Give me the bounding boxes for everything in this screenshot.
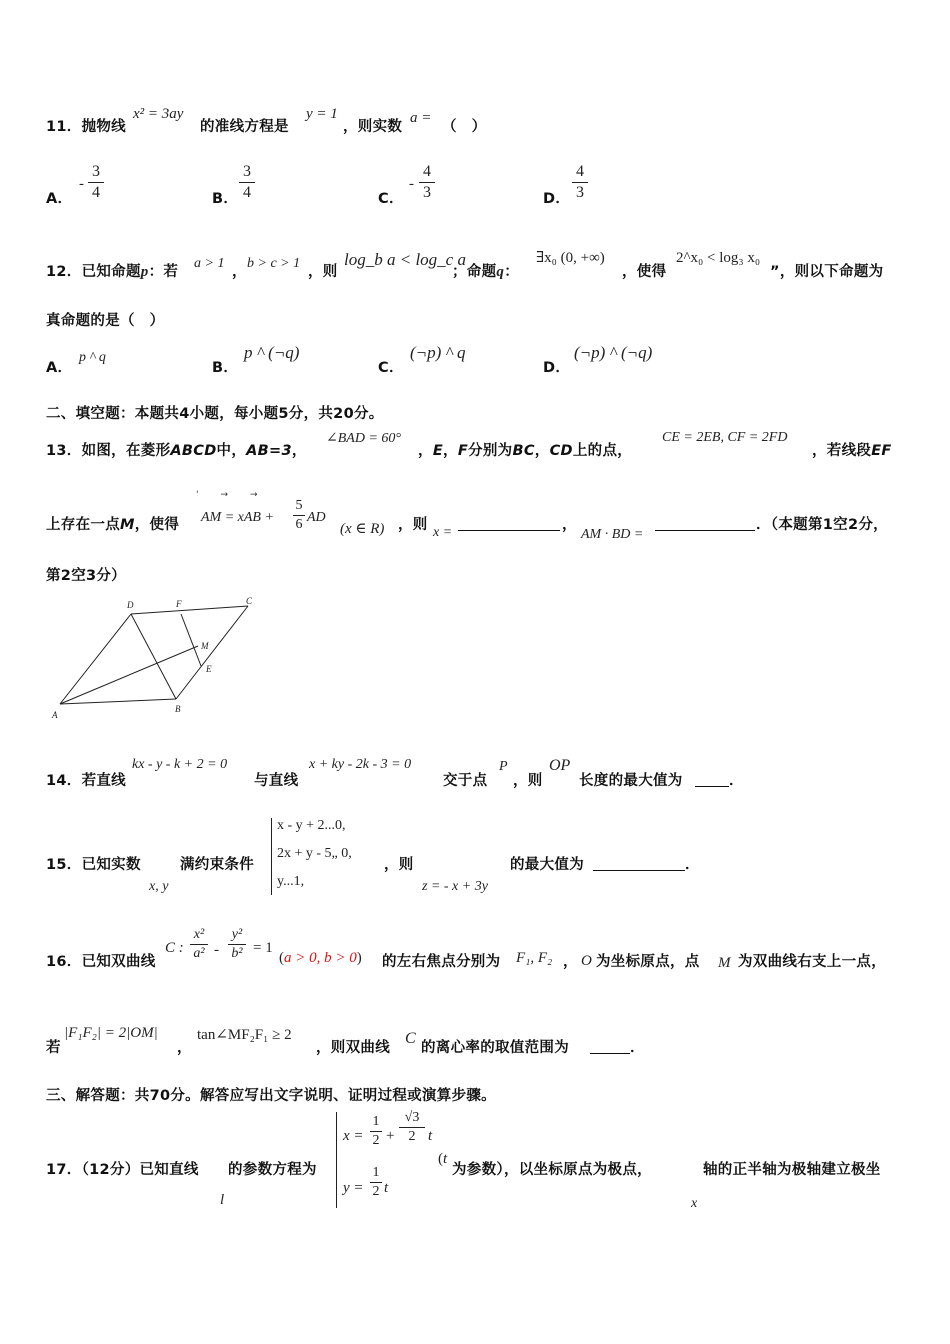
q16-text-1: 已知双曲线 [81,954,156,970]
q11-eq-parabola: x² = 3ay [133,106,184,122]
q16-number: 16． [46,954,82,970]
q13-vector-eq: AM = xAB + [201,510,274,525]
q13-line-2a [46,513,179,534]
q12-cond-a: a > 1 [194,256,225,271]
q12-option-a-expr: p ^ q [79,350,106,365]
q13-f: F [457,443,469,459]
q13-text-12: ，则 [398,517,428,533]
q17-text-1: （12分）已知直线 [81,1162,199,1178]
q12-q: q [496,264,505,280]
q11-option-d-fraction: 4 3 [572,163,588,202]
q13-text-10: 上存在一点 [46,517,120,533]
q14-text-4: ，则 [513,773,543,789]
q13-text-4: ， [418,443,433,459]
q13-dot-product: AM · BD = [581,527,644,542]
q14-text-6: ． [729,773,744,789]
side-da [60,614,131,704]
q14-line-1-eq: kx - y - k + 2 = 0 [132,757,228,772]
q12-exists: ∃x₀ (0, +∞) [536,250,605,266]
q14-line-a [46,769,126,790]
q16-text-2: 的左右焦点分别为 [382,954,501,970]
q13-number: 13． [46,443,82,459]
section-2-heading: 二、填空题：本题共4小题，每小题5分，共20分。 [46,406,384,422]
q14-text-5: 长度的最大值为 [579,773,683,789]
q17-y-half: 1 2 [370,1165,382,1200]
q12-option-d-expr: (¬p) ^ (¬q) [574,343,653,362]
q15-objective: z = - x + 3y [422,879,488,894]
q17-lparen: ( [438,1151,443,1167]
q13-condition: (x ∈ R) [340,521,385,537]
label-f: F [176,599,182,609]
q17-text-3: 为参数），以坐标原点为极点， [452,1162,652,1178]
q15-constraint-3: y...1, [277,874,305,889]
q17-x-t: t [428,1128,433,1144]
q14-op: OP [549,757,571,774]
q17-text-2: 的参数方程为 [228,1162,317,1178]
q13-ad: AD [307,510,326,525]
q17-plus: + [386,1128,395,1144]
q14-number: 14． [46,773,82,789]
q16-minus: - [214,942,219,958]
q15-text-4: 的最大值为 [510,857,584,873]
q12-option-a-label[interactable]: A． [46,360,73,376]
q13-x-eq: x = [433,525,453,540]
q11-option-b-label[interactable]: B． [212,191,239,207]
q17-line-a [46,1158,199,1179]
label-e: E [206,664,212,674]
q11-text-3: ，则实数 [343,119,403,135]
q11-option-a-sign: - [79,176,84,192]
q11-option-c-sign: - [409,176,414,192]
q13-text-1: 如图，在菱形 [81,443,171,459]
q13-line-1c [812,439,892,460]
q17-number: 17． [46,1162,82,1178]
q11-paren: （ ） [442,119,487,135]
rhombus-figure [48,594,268,722]
q14-text-1: 若直线 [81,773,126,789]
q13-text-9: ，若线段 [812,443,872,459]
q16-origin: O [581,953,592,969]
q16-curve-name: C : [165,940,184,956]
q13-blank-1[interactable] [458,529,560,531]
q16-text-8: ，则双曲线 [316,1040,390,1056]
q16-relation-2: tan∠MF₂F₁ ≥ 2 [197,1027,292,1043]
q17-brace [336,1112,337,1208]
q15-text-5: ． [685,857,700,873]
q16-line-a [46,950,156,971]
segment-ef [181,614,201,666]
q16-cond-text: a > 0, b > 0 [284,950,357,966]
side-cd [131,606,248,614]
q12-text-1: 已知命题 [81,264,141,280]
q16-eq-one: = 1 [253,940,273,956]
q13-line-3: 第2空3分） [46,568,126,584]
q12-text-3: ，则 [308,264,338,280]
label-c: C [246,596,253,606]
q17-x-half: 1 2 [370,1114,382,1149]
q11-option-c-label[interactable]: C． [378,191,404,207]
q12-ineq: 2^x₀ < log₃ x₀ [676,250,761,266]
q17-param-t: t [443,1151,448,1167]
q13-cd: CD [549,443,573,459]
q12-option-d-label[interactable]: D． [543,360,571,376]
q12-option-b-expr: p ^ (¬q) [244,343,300,362]
q15-line-a [46,853,141,874]
q16-text-3: ， [563,954,578,970]
q17-x-eq: x = [343,1128,364,1144]
label-d: D [127,600,134,610]
section-3-heading: 三、解答题：共70分。解答应写出文字说明、证明过程或演算步骤。 [46,1088,496,1104]
q13-text-7: ， [534,443,550,459]
q11-line [46,115,126,136]
q12-line-2: 真命题的是（ ） [46,313,165,329]
q13-fraction: 5 6 [293,498,305,533]
q11-option-c-fraction: 4 3 [419,163,435,202]
q16-text-5: 为双曲线右支上一点， [738,954,886,970]
q12-p: p [140,264,149,280]
q15-text-3: ，则 [384,857,414,873]
q17-text-4: 轴的正半轴为极轴建立极坐 [703,1162,881,1178]
q15-vars: x, y [149,879,169,894]
q16-lparen: ( [279,950,284,966]
q13-text-6: 分别为 [468,443,513,459]
diagonal-bd [131,614,176,699]
q17-sqrt3-fraction: √3 2 [399,1110,425,1145]
q12-comma: ， [232,264,247,280]
label-m: M [201,641,209,651]
q12-text-7: ”，则以下命题为 [770,264,884,280]
q13-line-1b [418,439,632,460]
q16-point-m: M [718,955,731,971]
q15-number: 15． [46,857,82,873]
q15-brace [271,818,272,895]
q16-x-fraction: x² a² [190,927,208,962]
q12-cond-log: log_b a < log_c a [344,250,466,269]
q11-eq-directrix: y = 1 [306,106,338,122]
q16-text-10: ． [630,1040,645,1056]
q13-text-8: 上的点， [572,443,633,459]
q16-blank[interactable] [590,1052,630,1054]
q11-text-1: 抛物线 [81,119,126,135]
q16-text-9: 的离心率的取值范围为 [421,1040,569,1056]
label-a: A [52,710,58,720]
q13-line-1 [46,439,307,460]
q17-param [438,1151,447,1168]
q13-text-2: 中， [216,443,247,459]
q13-text-13: ， [562,517,577,533]
q13-m: M [120,517,135,533]
q13-text-14: ．（本题第1空2分， [756,517,888,533]
q12-text-6: ，使得 [622,264,667,280]
q15-blank[interactable] [593,869,685,871]
q12-text-4: ；命题 [452,264,497,280]
q16-y-fraction: y² b² [228,927,246,962]
q11-eq-a: a = [410,110,432,126]
q16-curve-c: C [405,1030,416,1047]
q11-text-2: 的准线方程是 [200,119,289,135]
q14-text-2: 与直线 [254,773,299,789]
q16-relation-1: |F₁F₂| = 2|OM| [64,1025,158,1041]
q16-text-6: 若 [46,1040,61,1056]
q15-text-2: 满约束条件 [180,857,254,873]
q13-e: E [432,443,444,459]
q17-y-eq: y = [343,1180,364,1196]
side-bc [176,606,248,699]
q12-text-2: ：若 [148,264,179,280]
q14-text-3: 交于点 [443,773,488,789]
q15-text-1: 已知实数 [81,857,141,873]
q12-number: 12． [46,264,82,280]
q13-angle: ∠BAD = 60° [326,431,401,446]
q12-option-b-label[interactable]: B． [212,360,239,376]
q11-number: 11． [46,119,82,135]
q16-rparen: ) [356,950,362,966]
q16-text-4: 为坐标原点，点 [596,954,700,970]
q12-text-5: ： [504,264,520,280]
q15-constraint-1: x - y + 2...0, [277,818,346,833]
q11-option-b-fraction: 3 4 [239,163,255,202]
q17-y-t: t [384,1180,389,1196]
q11-option-a-label[interactable]: A． [46,191,73,207]
q12-option-c-label[interactable]: C． [378,360,404,376]
q13-bc: BC [512,443,535,459]
q13-vector-arrows: '→→ [196,490,280,500]
q17-line-l: l [220,1192,225,1208]
q13-abcd: ABCD [170,443,217,459]
q14-line-2-eq: x + ky - 2k - 3 = 0 [309,757,412,772]
q13-blank-2[interactable] [655,529,755,531]
q13-ab: AB=3 [246,443,292,459]
q14-point-p: P [499,759,508,774]
q16-text-7: ， [177,1040,192,1056]
q17-x-axis: x [691,1196,698,1211]
q16-condition [279,950,362,967]
q13-relation: CE = 2EB, CF = 2FD [662,430,788,445]
label-b: B [175,704,181,714]
q11-option-d-label[interactable]: D． [543,191,571,207]
q12-cond-bc: b > c > 1 [247,256,301,271]
q14-blank[interactable] [695,785,729,787]
q16-foci: F₁, F₂ [516,950,553,966]
q11-option-a-fraction: 3 4 [88,163,104,202]
q13-ef: EF [871,443,892,459]
segment-am [60,646,198,704]
q12-line-1b [452,260,519,281]
q12-option-c-expr: (¬p) ^ q [410,343,466,362]
q13-text-5: ， [443,443,458,459]
q12-line-1 [46,260,178,281]
side-ab [60,699,176,704]
q15-constraint-2: 2x + y - 5„ 0, [277,846,352,861]
q13-text-11: ，使得 [134,517,180,533]
q13-text-3: ， [291,443,307,459]
